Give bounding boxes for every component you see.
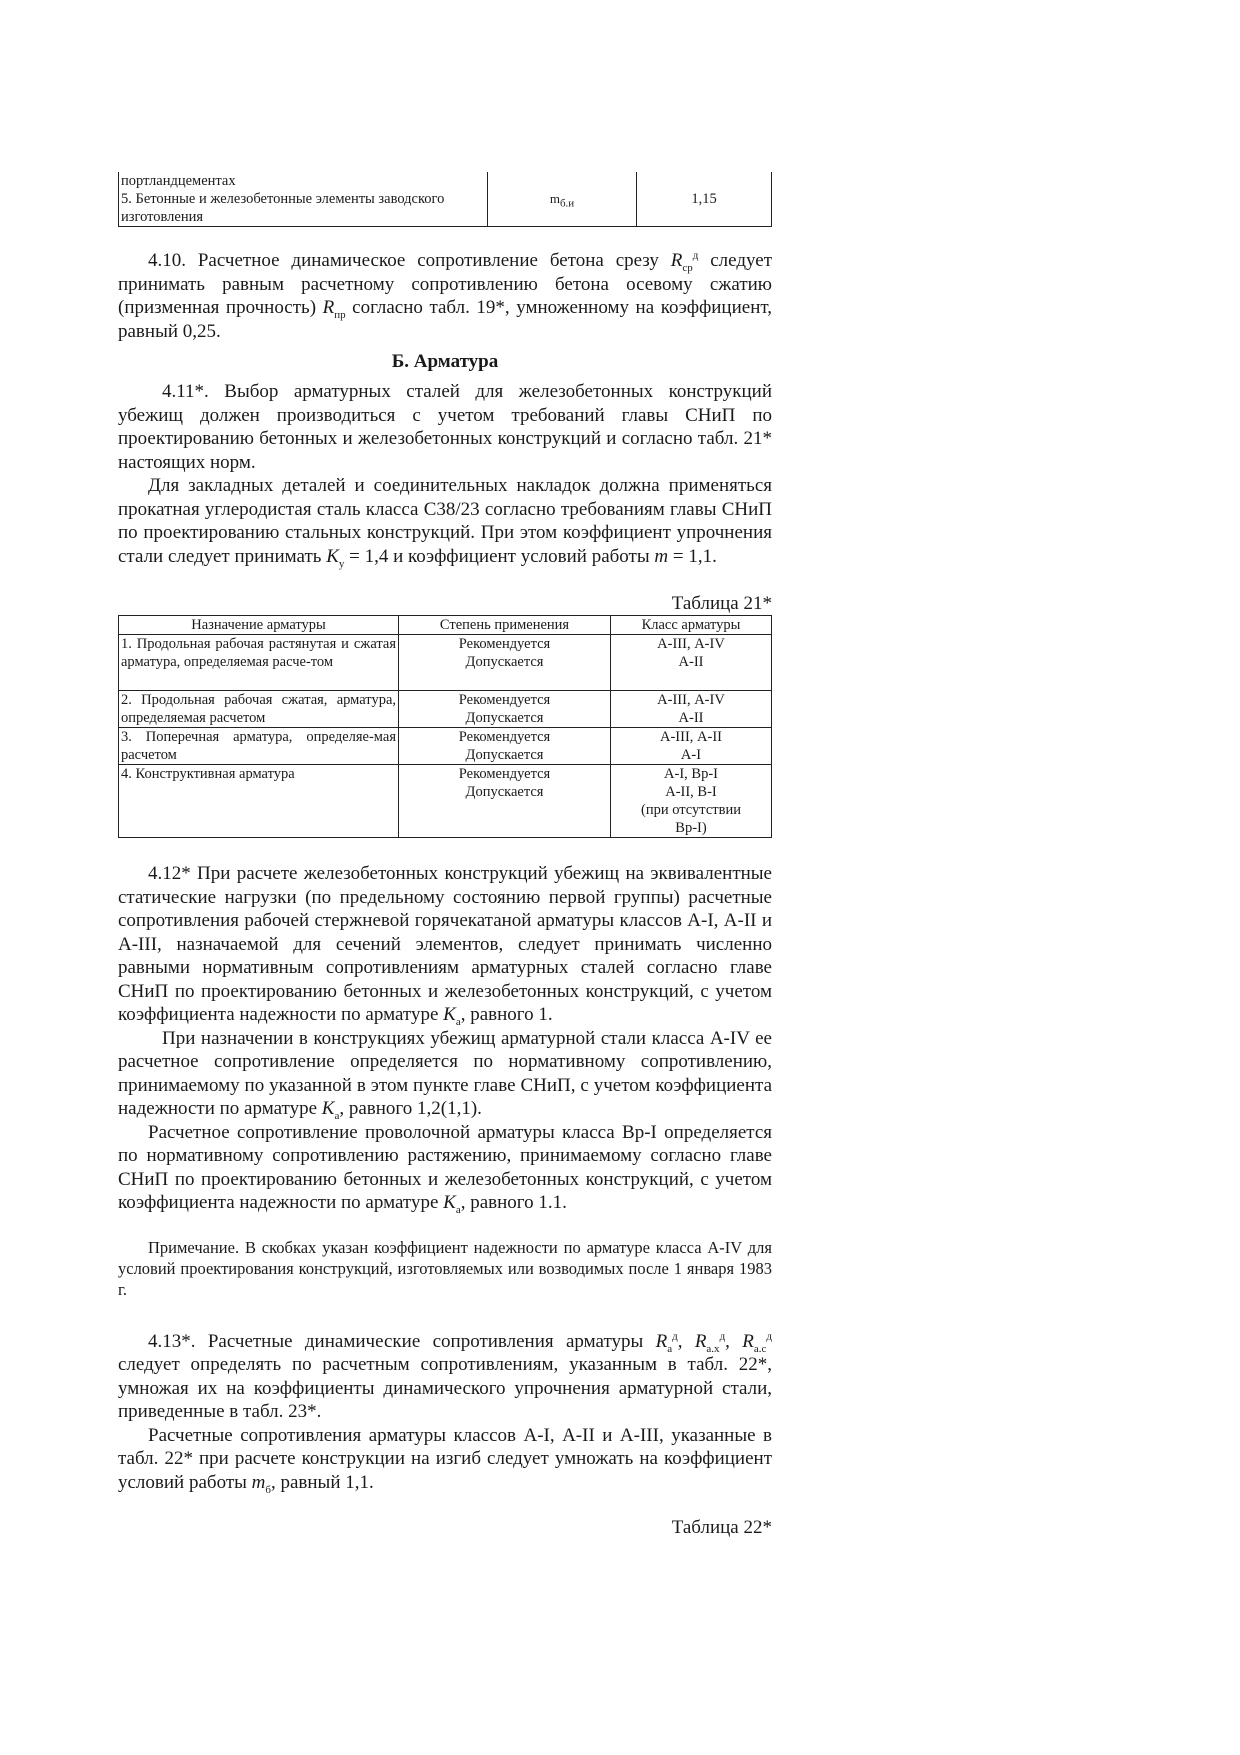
table-cell-usage [399, 765, 611, 838]
paragraph-4-10 [118, 249, 772, 343]
superscript: д [672, 1330, 678, 1343]
top-table-cell-value: 1,15 [637, 172, 772, 227]
subscript: б [265, 1483, 271, 1496]
subscript: а [667, 1342, 673, 1355]
symbol-m: m [654, 545, 669, 567]
table-21-caption: Таблица 21* [671, 593, 772, 614]
table-cell-usage [399, 635, 611, 691]
text-run: согласно табл. 19*, умноженному на коэффициент, равный 0,25. [118, 297, 772, 342]
table-cell-usage [399, 728, 611, 765]
subscript: пр [334, 308, 346, 321]
subscript: а [455, 1203, 461, 1216]
paragraph-4-12-cont [118, 1027, 772, 1121]
text-run: Расчетные сопротивления арматуры классов А-I, А-II и А-III, указанные в табл. 22* при расчете конструкции на изгиб следует умножать на коэффициент условий работы [118, 1424, 772, 1493]
table-cell-purpose: 3. Поперечная арматура, определяе-мая расчетом [119, 728, 399, 765]
text-run: = 1,1. [668, 545, 717, 567]
superscript: д [766, 1330, 772, 1343]
table-header-row [119, 616, 772, 635]
superscript: д [719, 1330, 726, 1343]
top-table-line: 5. Бетонные и железобетонные элементы заводского [121, 191, 445, 207]
section-heading: Б. Арматура [391, 351, 499, 372]
top-table-cell-purpose [119, 172, 488, 227]
paragraph-4-13 [118, 1330, 772, 1424]
coefficient-subscript: б.и [559, 197, 575, 210]
table-header-cell: Степень применения [399, 616, 611, 635]
class-line: (при отсутствии [641, 802, 741, 818]
symbol-r: R [742, 1330, 754, 1352]
document-page [118, 172, 772, 1539]
class-line: А-I [680, 747, 702, 763]
superscript: д [692, 249, 699, 262]
paragraph-4-13-cont [118, 1424, 772, 1495]
table-21 [118, 615, 772, 838]
symbol-r: R [655, 1330, 668, 1352]
table-cell-purpose: 2. Продольная рабочая сжатая, арматура, определяемая расчетом [119, 691, 399, 728]
subscript: у [338, 557, 345, 570]
usage-line: Допускается [465, 710, 544, 726]
table-cell-class [611, 765, 772, 838]
top-table [118, 172, 772, 227]
table-cell-class [611, 728, 772, 765]
text-run: , [725, 1330, 743, 1352]
text-run: , равного 1.1. [460, 1192, 567, 1213]
class-line: А-II [678, 654, 704, 670]
paragraph-4-12-wire [118, 1121, 772, 1215]
table-cell-usage [399, 691, 611, 728]
text-run: следует определять по расчетным сопротивлениям, указанным в табл. 22*, умножая их на коэффициенты динамического упрочнения арматурной стали, приведенные в табл. 23*. [118, 1354, 772, 1422]
coefficient-symbol: m [549, 191, 560, 206]
text-run: 4.13*. Расчетные динамические сопротивления арматуры [148, 1330, 656, 1352]
subscript: а.с [753, 1342, 767, 1355]
text-run: , [677, 1330, 695, 1352]
symbol-k: K [321, 1098, 335, 1119]
class-line: А-III, А-IV [657, 692, 725, 708]
class-line: А-III, А-IV [657, 636, 725, 652]
subscript: ср [682, 261, 693, 274]
text-run: , равного 1,2(1,1). [339, 1098, 482, 1119]
subscript: а [455, 1015, 461, 1028]
table-cell-class [611, 691, 772, 728]
note: Примечание. В скобках указан коэффициент надежности по арматуре класса А-IV для условий проектирования конструкций, изготовляемых или возводимых после 1 января 1983 г. [118, 1237, 772, 1299]
class-line: А-I, Вр-I [664, 766, 718, 782]
symbol-r: R [322, 297, 335, 318]
subscript: а.х [706, 1342, 720, 1355]
symbol-r: R [670, 250, 683, 271]
symbol-k: K [443, 1192, 456, 1213]
paragraph-4-11: 4.11*. Выбор арматурных сталей для железобетонных конструкций убежищ должен производиться с учетом требований главы СНиП по проектированию бетонных и железобетонных конструкций и согласно табл. 21* настоящих норм. [118, 381, 772, 473]
text-run: 4.12* При расчете железобетонных конструкций убежищ на эквивалентные статические нагрузки (по предельному состоянию первой группы) расчетные сопротивления рабочей стержневой горячекатаной арматуры классов А-I, А-II и А-III, назначаемой для сечений элементов, следует принимать численно равными нормативным сопротивлениям арматурных сталей согласно главе СНиП по проектированию бетонных и железобетонных конструкций, с учетом коэффициента надежности по арматуре [118, 863, 772, 1025]
top-table-line: портландцементах [121, 173, 236, 189]
symbol-m: m [251, 1471, 266, 1493]
table-row [119, 728, 772, 765]
text-run: , равный 1,1. [270, 1471, 374, 1493]
table-22-caption: Таблица 22* [671, 1517, 772, 1538]
top-table-cell-symbol [488, 172, 637, 227]
table-cell-purpose: 1. Продольная рабочая растянутая и сжатая арматура, определяемая расче-том [119, 635, 399, 691]
symbol-k: K [326, 545, 339, 567]
text-run: 4.10. Расчетное динамическое сопротивление бетона срезу [148, 250, 671, 271]
table-row [119, 691, 772, 728]
class-line: Вр-I) [675, 820, 707, 836]
class-line: А-III, А-II [660, 729, 722, 745]
usage-line: Рекомендуется [458, 729, 551, 745]
class-line: А-II, В-I [665, 784, 717, 800]
text-run: Для закладных деталей и соединительных накладок должна применяться прокатная углеродистая сталь класса С38/23 согласно требованиям главы СНиП по проектированию стальных конструкций. При этом коэффициент упрочнения стали следует принимать [118, 475, 772, 567]
top-table-line: изготовления [121, 209, 204, 225]
usage-line: Рекомендуется [458, 636, 551, 652]
table-header-cell: Назначение арматуры [119, 616, 399, 635]
usage-line: Рекомендуется [458, 766, 551, 782]
text-run: = 1,4 и коэффициент условий работы [344, 545, 655, 567]
class-line: А-II [678, 710, 704, 726]
table-header-cell: Класс арматуры [611, 616, 772, 635]
paragraph-4-12 [118, 862, 772, 1027]
usage-line: Допускается [465, 784, 544, 800]
table-cell-purpose: 4. Конструктивная арматура [119, 765, 399, 838]
text-run: При назначении в конструкциях убежищ арматурной стали класса А-IV ее расчетное сопротивление определяется по нормативному сопротивлению, принимаемому по указанной в этом пункте главе СНиП, с учетом коэффициента надежности по арматуре [118, 1027, 772, 1119]
table-row [119, 765, 772, 838]
text-run: Расчетное сопротивление проволочной арматуры класса Вр-I определяется по нормативному сопротивлению растяжению, принимаемому согласно главе СНиП по проектированию бетонных и железобетонных конструкций, с учетом коэффициента надежности по арматуре [118, 1121, 772, 1213]
subscript: а [334, 1109, 340, 1122]
text-run: , равного 1. [460, 1004, 553, 1025]
table-cell-class [611, 635, 772, 691]
table-row [119, 635, 772, 691]
text-run: следует принимать равным расчетному сопротивлению бетона осевому сжатию (призменная прочность) [118, 250, 772, 318]
paragraph-4-11-cont [118, 474, 772, 568]
usage-line: Допускается [465, 654, 544, 670]
usage-line: Рекомендуется [458, 692, 551, 708]
usage-line: Допускается [465, 747, 544, 763]
symbol-r: R [694, 1330, 707, 1352]
symbol-k: K [443, 1004, 456, 1025]
